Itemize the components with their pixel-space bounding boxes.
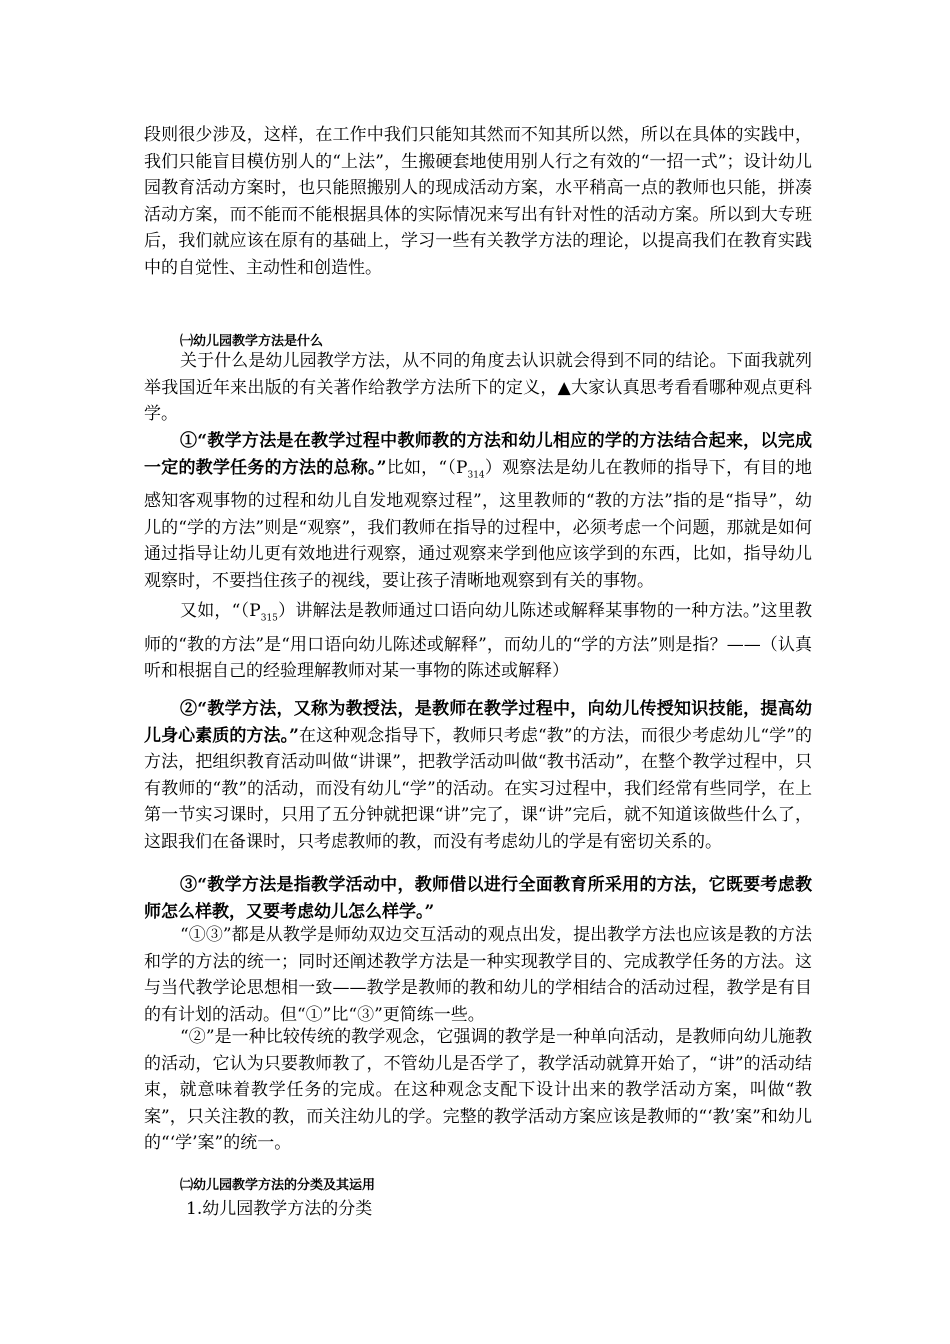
page-ref-314: 314	[467, 469, 485, 480]
paragraph-example	[144, 598, 812, 685]
page-ref-315: 315	[260, 613, 278, 624]
subheading-classification: 1.幼儿园教学方法的分类	[186, 1199, 373, 1219]
paragraph-intro-definitions: 关于什么是幼儿园教学方法，从不同的角度去认识就会得到不同的结论。下面我就列举我国近年来出版的有关著作给教学方法所下的定义，▲大家认真思考看看哪种观点更科学。	[144, 351, 812, 424]
paragraph-definition-1	[144, 428, 812, 594]
section-heading-2: ㈡幼儿园教学方法的分类及其运用	[180, 1178, 376, 1193]
example-text-a: 又如，“（P	[180, 601, 261, 621]
definition-2-text: ②“教学方法，又称为教授法，是教师在教学过程中，向幼儿传授知识技能，提高幼儿身心素质的方法。”	[144, 699, 812, 746]
section-heading-1: ㈠幼儿园教学方法是什么	[180, 334, 324, 349]
paragraph-analysis-2: “②”是一种比较传统的教学观念，它强调的教学是一种单向活动，是教师向幼儿施教的活动，它认为只要教师教了，不管幼儿是否学了，教学活动就算开始了，“讲”的活动结束，就意味着教学任务的完成。在这种观念支配下设计出来的教学活动方案，叫做“教案”，只关注教的教，而关注幼儿的学。完整的教学活动方案应该是教师的“‘教’案”和幼儿的“‘学’案”的统一。	[144, 1027, 812, 1153]
definition-2-explanation: 在这种观念指导下，教师只考虑“教”的方法，而很少考虑幼儿“学”的方法，把组织教育活动叫做“讲课”，把教学活动叫做“教书活动”，在整个教学过程中，只有教师的“教”的活动，而没有幼儿“学”的活动。在实习过程中，我们经常有些同学，在上第一节实习课时，只用了五分钟就把课“讲”完了，课“讲”完后，就不知道该做些什么了，这跟我们在备课时，只考虑教师的教，而没有考虑幼儿的学是有密切关系的。	[144, 725, 813, 852]
example-text-b: ）讲解法是教师通过口语向幼儿陈述或解释某事物的一种方法。”这里教师的“教的方法”是“用口语向幼儿陈述或解释”，而幼儿的“学的方法”则是指？——（认真听和根据自己的经验理解教师对某一事物的陈述或解释）	[144, 601, 812, 682]
paragraph-definition-2	[144, 696, 812, 855]
definition-1-text: ①“教学方法是在教学过程中教师教的方法和幼儿相应的学的方法结合起来，以完成一定的教学任务的方法的总称。”	[144, 431, 812, 478]
intro-paragraph: 段则很少涉及，这样，在工作中我们只能知其然而不知其所以然，所以在具体的实践中，我们只能盲目模仿别人的“上法”，生搬硬套地使用别人行之有效的“一招一式”；设计幼儿园教育活动方案时，也只能照搬别人的现成活动方案，水平稍高一点的教师也只能，拼凑活动方案，而不能而不能根据具体的实际情况来写出有针对性的活动方案。所以到大专班后，我们就应该在原有的基础上，学习一些有关教学方法的理论，以提高我们在教育实践中的自觉性、主动性和创造性。	[144, 125, 812, 278]
definition-1-explanation-b: ）观察法是幼儿在教师的指导下，有目的地感知客观事物的过程和幼儿自发地观察过程”，这里教师的“教的方法”指的是“指导”，幼儿的“学的方法”则是“观察”，我们教师在指导的过程中，必须考虑一个问题，那就是如何通过指导让幼儿更有效地进行观察，通过观察来学到他应该学到的东西，比如，指导幼儿观察时，不要挡住孩子的视线，要让孩子清晰地观察到有关的事物。	[144, 457, 813, 591]
paragraph-analysis-1-3: “①③”都是从教学是师幼双边交互活动的观点出发，提出教学方法也应该是教的方法和学的方法的统一；同时还阐述教学方法是一种实现教学目的、完成教学任务的方法。这与当代教学论思想相一致——教学是教师的教和幼儿的学相结合的活动过程，教学是有目的有计划的活动。但“①”比“③”更简练一些。	[144, 925, 812, 1025]
definition-1-explanation-a: 比如，“（P	[386, 457, 468, 478]
paragraph-definition-3: ③“教学方法是指教学活动中，教师借以进行全面教育所采用的方法，它既要考虑教师怎么样教，又要考虑幼儿怎么样学。”	[144, 875, 812, 922]
